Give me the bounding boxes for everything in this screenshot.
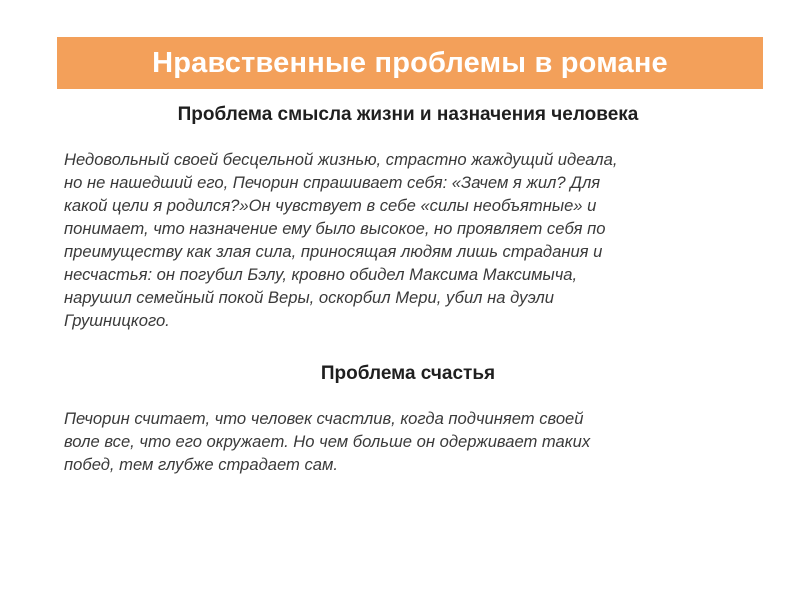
slide-title: Нравственные проблемы в романе bbox=[152, 46, 668, 79]
title-bar bbox=[57, 37, 763, 89]
section-heading-meaning-of-life: Проблема смысла жизни и назначения человека bbox=[177, 104, 639, 125]
paragraph-meaning-of-life bbox=[64, 148, 764, 332]
paragraph-line: какой цели я родился?»Он чувствует в себе «силы необъятные» и bbox=[64, 196, 597, 215]
paragraph-line: понимает, что назначение ему было высокое, но проявляет себя по bbox=[64, 219, 606, 238]
paragraph-line: Грушницкого. bbox=[64, 311, 170, 330]
paragraph-line: но не нашедший его, Печорин спрашивает себя: «Зачем я жил? Для bbox=[64, 173, 601, 192]
section-heading-happiness: Проблема счастья bbox=[320, 363, 496, 384]
paragraph-happiness bbox=[64, 407, 764, 476]
paragraph-line: воле все, что его окружает. Но чем больше он одерживает таких bbox=[64, 432, 591, 451]
paragraph-line: побед, тем глубже страдает сам. bbox=[64, 455, 338, 474]
paragraph-line: преимуществу как злая сила, приносящая людям лишь страдания и bbox=[64, 242, 603, 261]
paragraph-line: несчастья: он погубил Бэлу, кровно обидел Максима Максимыча, bbox=[64, 265, 578, 284]
paragraph-line: нарушил семейный покой Веры, оскорбил Мери, убил на дуэли bbox=[64, 288, 554, 307]
paragraph-line: Печорин считает, что человек счастлив, когда подчиняет своей bbox=[64, 409, 584, 428]
paragraph-line: Недовольный своей бесцельной жизнью, страстно жаждущий идеала, bbox=[64, 150, 618, 169]
